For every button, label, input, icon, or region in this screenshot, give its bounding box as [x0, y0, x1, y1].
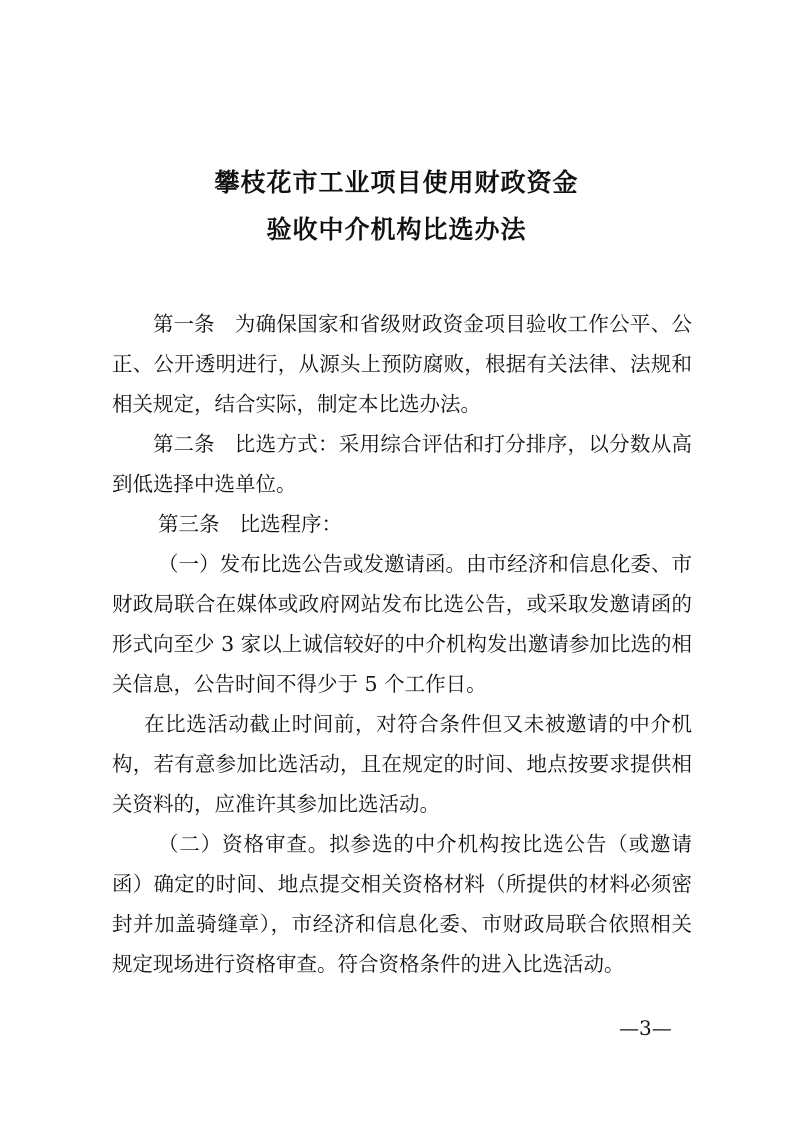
clause-1-text: （一）发布比选公告或发邀请函。由市经济和信息化委、市财政局联合在媒体或政府网站发布比选公告，或采取发邀请函的形式向至少 3 家以上诚信较好的中介机构发出邀请参加比选的相关信息，公告时间不得少于 5 个工作日。	[112, 552, 692, 696]
clause-2-paragraph	[112, 824, 692, 984]
clause-2-text: （二）资格审查。拟参选的中介机构按比选公告（或邀请函）确定的时间、地点提交相关资格材料（所提供的材料必须密封并加盖骑缝章），市经济和信息化委、市财政局联合依照相关规定现场进行资格审查。符合资格条件的进入比选活动。	[112, 832, 692, 976]
article-1-paragraph	[112, 304, 692, 424]
article-3-text: 比选程序：	[239, 512, 342, 536]
article-1-text: 为确保国家和省级财政资金项目验收工作公平、公正、公开透明进行，从源头上预防腐败，根据有关法律、法规和相关规定，结合实际，制定本比选办法。	[112, 312, 692, 416]
article-3-paragraph	[112, 504, 692, 544]
article-2-text: 比选方式：采用综合评估和打分排序，以分数从高到低选择中选单位。	[112, 432, 692, 496]
article-3-label: 第三条	[158, 512, 220, 536]
clause-1-paragraph	[112, 544, 692, 704]
clause-1-supplement-text: 在比选活动截止时间前，对符合条件但又未被邀请的中介机构，若有意参加比选活动，且在规定的时间、地点按要求提供相关资料的，应准许其参加比选活动。	[112, 712, 692, 816]
article-2-paragraph	[112, 424, 692, 504]
article-2-label: 第二条	[153, 432, 215, 456]
clause-1-supplement-paragraph	[112, 704, 692, 824]
document-title-line-1: 攀枝花市工业项目使用财政资金	[214, 168, 579, 197]
article-1-label: 第一条	[153, 312, 215, 336]
page-number: —3—	[619, 1016, 672, 1040]
document-title-line-2: 验收中介机构比选办法	[266, 215, 527, 244]
document-body	[112, 304, 692, 984]
